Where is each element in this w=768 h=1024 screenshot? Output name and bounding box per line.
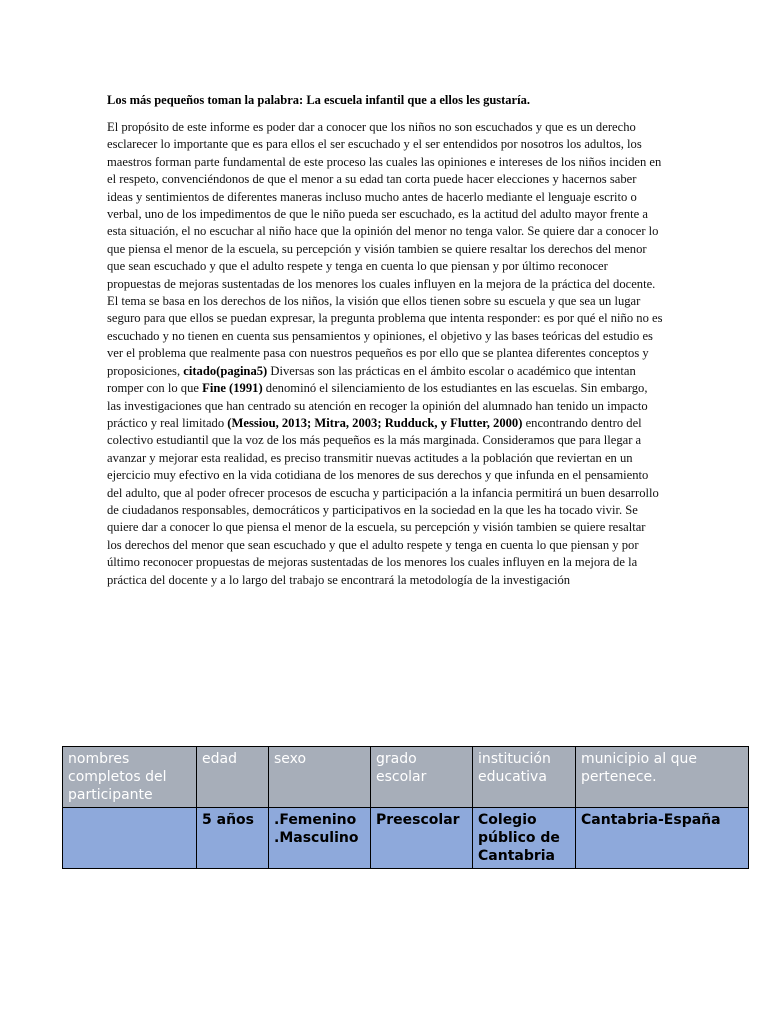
- cell-edad: 5 años: [197, 808, 269, 869]
- cell-grado: Preescolar: [371, 808, 473, 869]
- document-title: Los más pequeños toman la palabra: La escuela infantil que a ellos les gustaría.: [107, 93, 530, 107]
- citation-fine: Fine (1991): [202, 381, 263, 396]
- participant-table: [62, 746, 749, 869]
- table-row: [63, 808, 749, 869]
- body-run: denominó el silenciamiento de los estudiantes en las escuelas. Sin embargo, las investigaciones que han centrado su atención en recoger la opinión del alumnado han tenido un impacto práctico y real limitado: [107, 381, 648, 430]
- cell-sexo: .Femenino .Masculino: [269, 808, 371, 869]
- header-institucion: institución educativa: [473, 747, 576, 808]
- document-body: [107, 119, 663, 589]
- header-grado: grado escolar: [371, 747, 473, 808]
- cell-nombres: [63, 808, 197, 869]
- header-sexo: sexo: [269, 747, 371, 808]
- header-municipio: municipio al que pertenece.: [576, 747, 749, 808]
- body-run: Diversas son las prácticas en el ámbito escolar o académico que intentan romper con lo que: [107, 363, 636, 396]
- citation-pagina5: citado(pagina5): [183, 363, 268, 378]
- header-nombres: nombres completos del participante: [63, 747, 197, 808]
- cell-municipio: Cantabria-España: [576, 808, 749, 869]
- table-header-row: [63, 747, 749, 808]
- body-run: encontrando dentro del colectivo estudiantil que la voz de los más pequeños es la más marginada. Consideramos que para llegar a avanzar y mejorar esta realidad, es preciso transmitir nuevas actitudes a la población que reviertan en un ejercicio muy efectivo en la vida cotidiana de los menores de sus derechos y que infunda en el pensamiento del adulto, que al poder ofrecer procesos de escucha y participación a la infancia permitirá un buen desarrollo de ciudadanos responsables, democráticos y participativos en la sociedad en la que les ha tocado vivir. Se quiere dar a conocer lo que piensa el menor de la escuela, su percepción y visión tambien se quiere resaltar los derechos del menor que sean escuchado y que el adulto respete y tenga en cuenta lo que piensan y por último reconocer propuestas de mejoras sustentadas de los menores los cuales influyen en la mejora de la práctica del docente y a lo largo del trabajo se encontrará la metodología de la investigación: [107, 415, 659, 587]
- header-edad: edad: [197, 747, 269, 808]
- citation-messiou: (Messiou, 2013; Mitra, 2003; Rudduck, y Flutter, 2000): [227, 415, 523, 430]
- cell-institucion: Colegio público de Cantabria: [473, 808, 576, 869]
- body-run: El propósito de este informe es poder dar a conocer que los niños no son escuchados y que es un derecho esclarecer lo importante que es para ellos el ser escuchado y el ser entendidos por nosotros los adultos, los maestros forman parte fundamental de este proceso las cuales las opiniones e intereses de los niños inciden en el respeto, convenciéndonos de que el menor a su edad tan corta puede hacer elecciones y hacernos saber ideas y sentimientos de diferentes maneras incluso mucho antes de hacerlo mediante el lenguaje escrito o verbal, uno de los impedimentos de que le niño pueda ser escuchado, es la actitud del adulto mayor frente a esta situación, el no escuchar al niño hace que la opinión del menor no tenga valor. Se quiere dar a conocer lo que piensa el menor de la escuela, su percepción y visión tambien se quiere resaltar los derechos del menor que sean escuchado y que el adulto respete y tenga en cuenta lo que piensan y por último reconocer propuestas de mejoras sustentadas de los menores los cuales influyen en la mejora de la práctica del docente. El tema se basa en los derechos de los niños, la visión que ellos tienen sobre su escuela y que sea un lugar seguro para que ellos se puedan expresar, la pregunta problema que intenta responder: es por qué el niño no es escuchado y no tienen en cuenta sus pensamientos y opiniones, el objetivo y las bases teóricas del estudio es ver el problema que realmente pasa con nuestros pequeños es por ello que se plantea diferentes conceptos y proposiciones,: [107, 120, 663, 378]
